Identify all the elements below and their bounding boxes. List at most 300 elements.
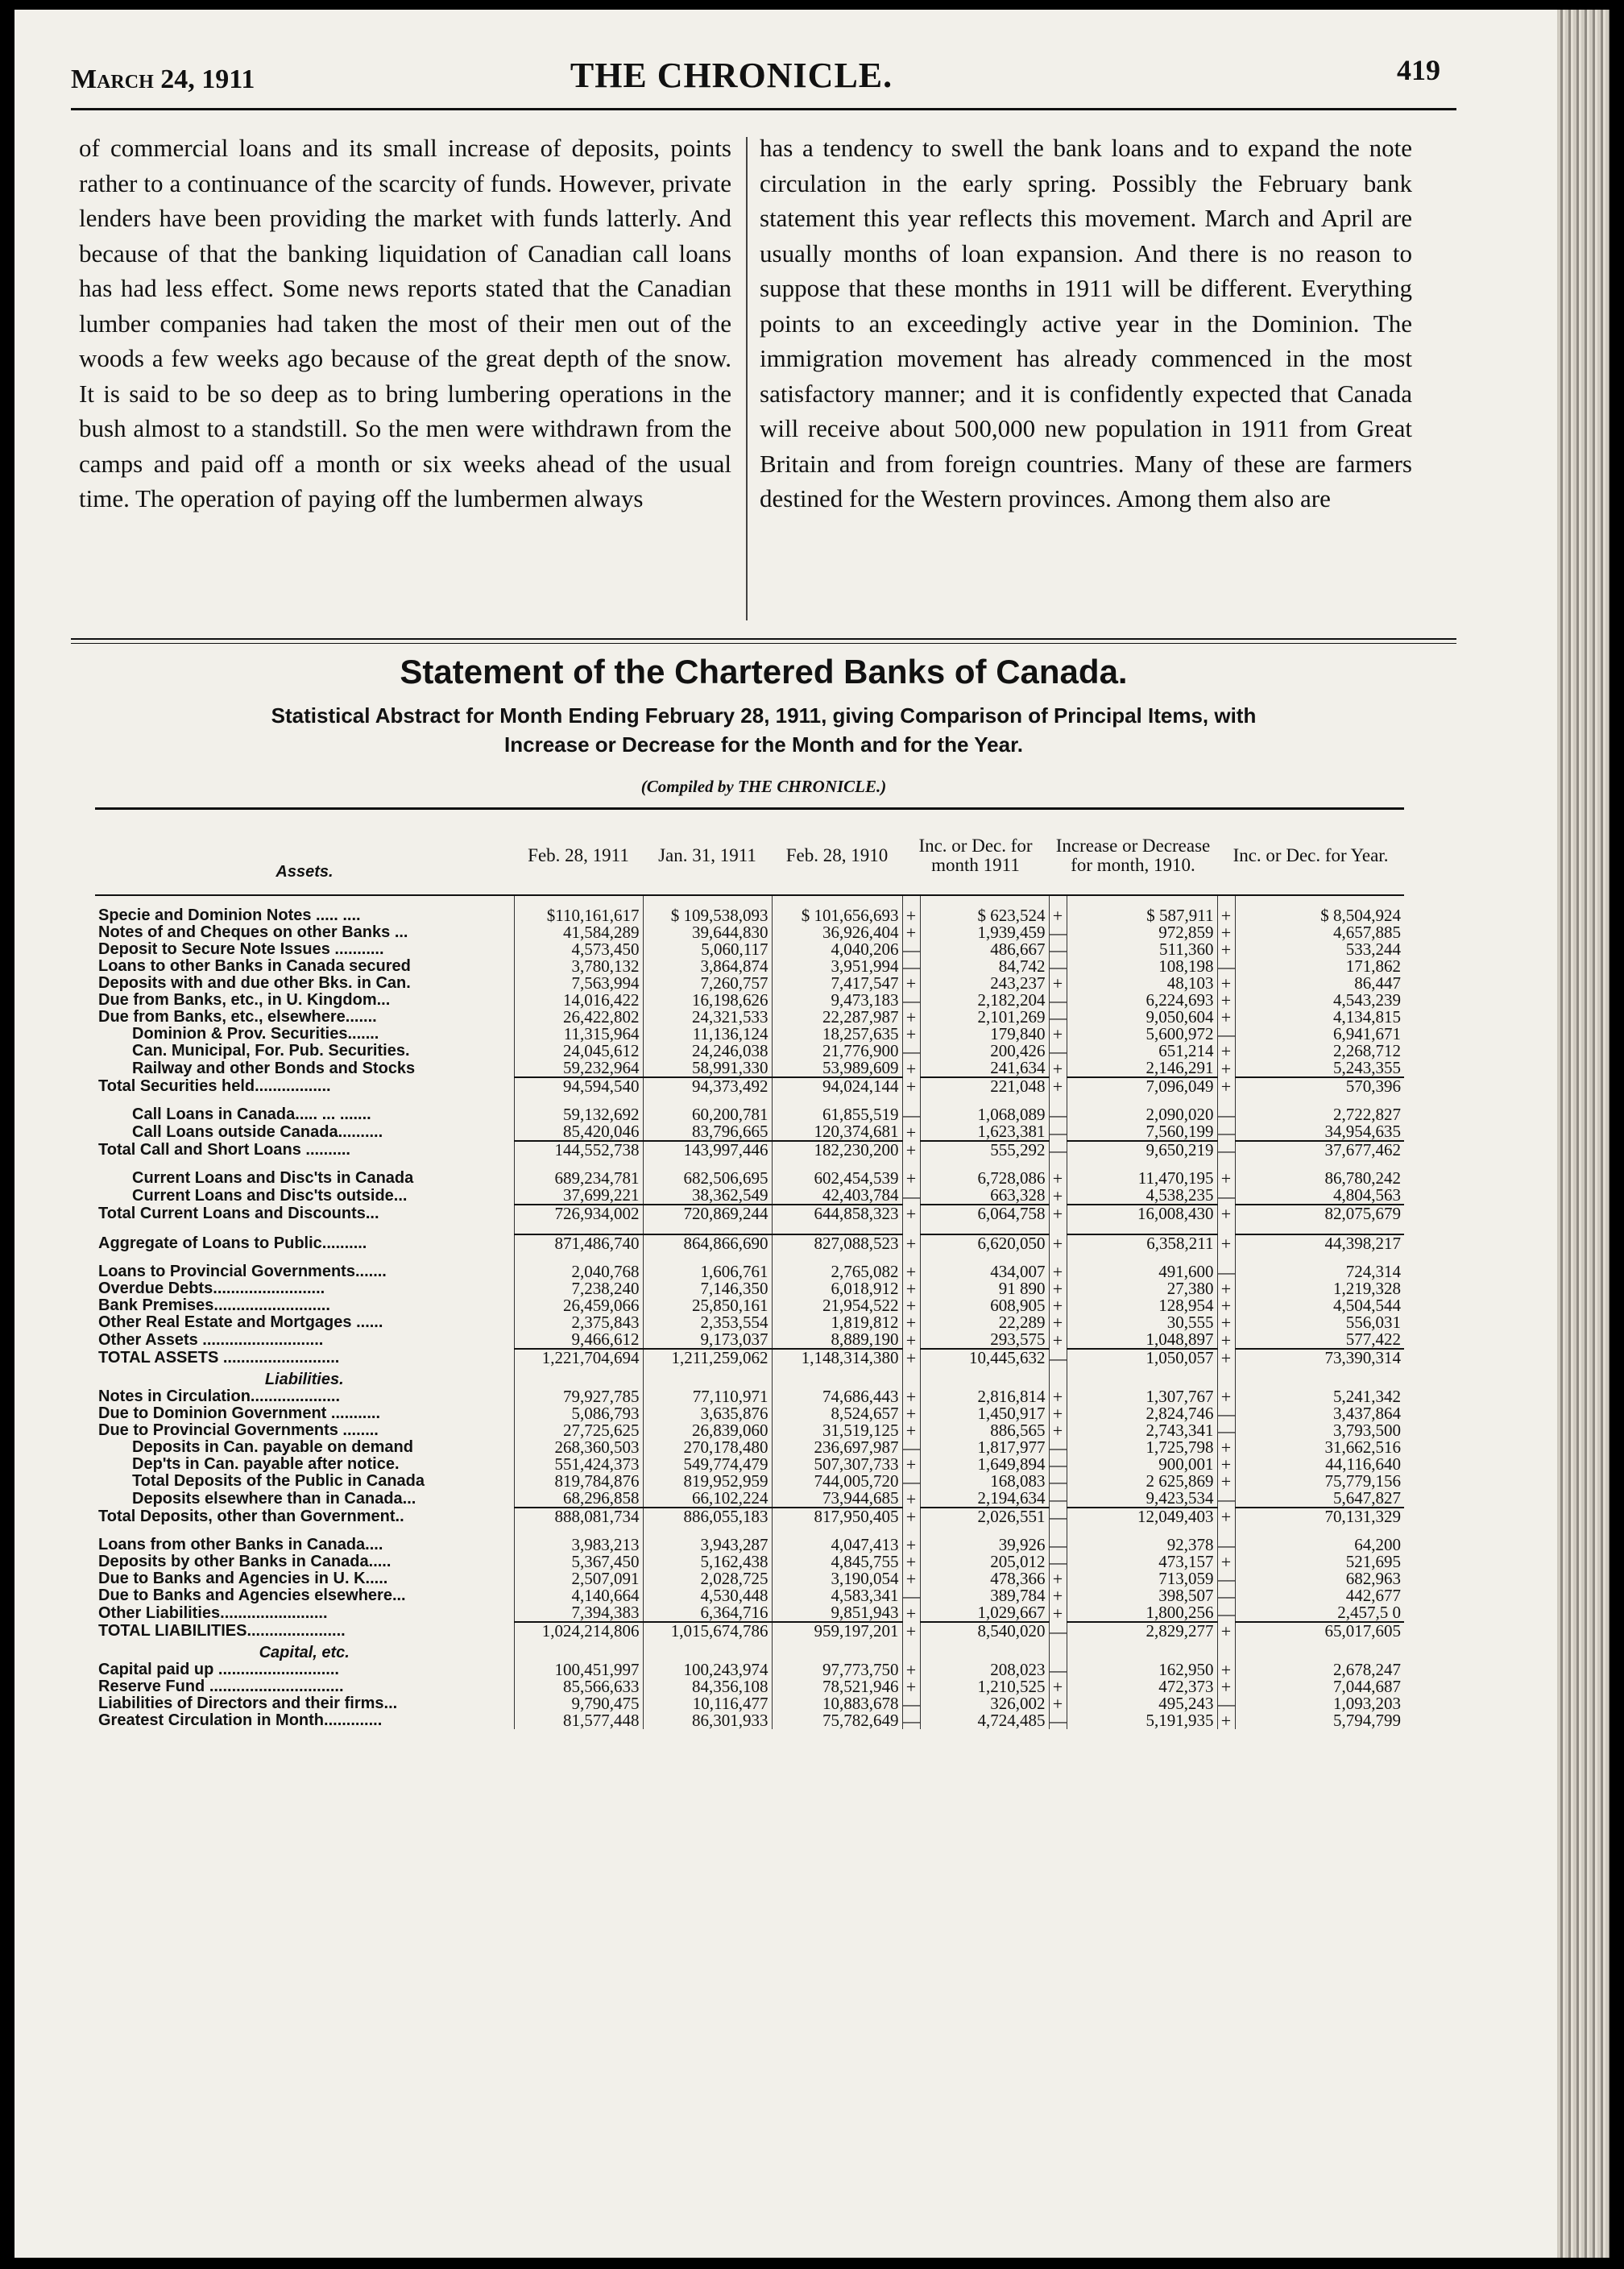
spacer-cell <box>1067 1159 1217 1170</box>
spacer-cell <box>772 895 902 907</box>
sign-year: + <box>1217 1678 1235 1695</box>
sign-month-1910: — <box>1049 1349 1067 1367</box>
spacer-cell <box>643 1095 772 1106</box>
value-feb1911: 144,552,738 <box>514 1141 643 1159</box>
value-inc-month-1911: 200,426 <box>920 1043 1049 1060</box>
value-inc-month-1911: 2,816,814 <box>920 1388 1049 1405</box>
spacer-cell <box>643 1525 772 1537</box>
empty-cell <box>1235 1367 1404 1388</box>
value-feb1911: 268,360,503 <box>514 1439 643 1456</box>
sign-month-1911: + <box>902 1263 920 1280</box>
value-feb1910: 6,018,912 <box>772 1280 902 1297</box>
value-inc-year: 556,031 <box>1235 1314 1404 1331</box>
sign-month-1910: — <box>1049 1106 1067 1123</box>
value-jan1911: 819,952,959 <box>643 1473 772 1490</box>
spacer-cell <box>95 1159 514 1170</box>
value-inc-year: 73,390,314 <box>1235 1349 1404 1367</box>
spacer-cell <box>1235 1095 1404 1106</box>
value-feb1910: 827,088,523 <box>772 1234 902 1252</box>
spacer-cell <box>95 1525 514 1537</box>
sign-year: — <box>1217 1570 1235 1587</box>
table-row <box>95 1712 1404 1729</box>
value-feb1910: 4,845,755 <box>772 1553 902 1570</box>
sign-month-1910: + <box>1049 1060 1067 1077</box>
row-label: Loans from other Banks in Canada.... <box>98 1537 383 1553</box>
sign-month-1911: — <box>902 1712 920 1729</box>
sign-month-1910: — <box>1049 1490 1067 1508</box>
col-header-inc-month-1910: Increase or Decrease for month, 1910. <box>1049 817 1217 895</box>
value-feb1910: 7,417,547 <box>772 975 902 992</box>
sign-month-1910: — <box>1049 1553 1067 1570</box>
table-row <box>95 1695 1404 1712</box>
value-inc-year: 86,447 <box>1235 975 1404 992</box>
statement-title: Statement of the Chartered Banks of Canada. <box>400 653 1128 691</box>
row-label: Liabilities of Directors and their firms... <box>98 1695 398 1712</box>
value-inc-month-1911: 1,029,667 <box>920 1604 1049 1622</box>
sign-year: — <box>1217 1587 1235 1604</box>
value-jan1911: 1,211,259,062 <box>643 1349 772 1367</box>
value-inc-month-1911: 886,565 <box>920 1422 1049 1439</box>
value-inc-month-1911: 39,926 <box>920 1537 1049 1553</box>
sign-month-1911: + <box>902 1077 920 1095</box>
value-jan1911: 24,246,038 <box>643 1043 772 1060</box>
spacer-cell <box>920 1095 1049 1106</box>
statement-subtitle-line1: Statistical Abstract for Month Ending February 28, 1911, giving Comparison of Principal Items, with <box>271 703 1257 728</box>
sign-month-1911: + <box>902 1388 920 1405</box>
spacer-cell <box>514 1095 643 1106</box>
value-inc-month-1910: 5,600,972 <box>1067 1026 1217 1043</box>
spacer-cell <box>920 1525 1049 1537</box>
sign-year: + <box>1217 1234 1235 1252</box>
sign-month-1910: — <box>1049 1043 1067 1060</box>
value-inc-month-1910: 511,360 <box>1067 941 1217 958</box>
value-inc-month-1910: 398,507 <box>1067 1587 1217 1604</box>
spacer-cell <box>643 1252 772 1263</box>
sign-month-1910: — <box>1049 1123 1067 1141</box>
empty-cell <box>1217 1640 1235 1661</box>
sign-month-1910: — <box>1049 1712 1067 1729</box>
spacer-cell <box>643 1159 772 1170</box>
row-label: Other Real Estate and Mortgages ...... <box>98 1314 383 1331</box>
row-label: Total Securities held................. <box>98 1077 331 1095</box>
value-jan1911: 549,774,479 <box>643 1456 772 1473</box>
value-jan1911: 3,943,287 <box>643 1537 772 1553</box>
value-jan1911: 5,162,438 <box>643 1553 772 1570</box>
value-inc-month-1910: 7,560,199 <box>1067 1123 1217 1141</box>
value-inc-month-1911: 2,026,551 <box>920 1508 1049 1525</box>
value-jan1911: 11,136,124 <box>643 1026 772 1043</box>
table-row <box>95 1009 1404 1026</box>
empty-cell <box>1067 1640 1217 1661</box>
row-label: Due from Banks, etc., elsewhere....... <box>98 1009 377 1026</box>
row-label: Specie and Dominion Notes ..... .... <box>98 907 361 924</box>
value-inc-month-1910: 2,090,020 <box>1067 1106 1217 1123</box>
value-inc-year: 4,504,544 <box>1235 1297 1404 1314</box>
value-jan1911: 84,356,108 <box>643 1678 772 1695</box>
value-inc-year: 5,794,799 <box>1235 1712 1404 1729</box>
empty-cell <box>920 1367 1049 1388</box>
spacer-cell <box>1067 1525 1217 1537</box>
table-row <box>95 975 1404 992</box>
empty-cell <box>1049 1640 1067 1661</box>
row-label: Notes of and Cheques on other Banks ... <box>98 924 408 941</box>
value-inc-month-1910: 472,373 <box>1067 1678 1217 1695</box>
sign-month-1910: — <box>1049 1141 1067 1159</box>
spacer-cell <box>95 1252 514 1263</box>
value-jan1911: 10,116,477 <box>643 1695 772 1712</box>
total-row <box>95 1077 1404 1095</box>
sign-month-1910: + <box>1049 1678 1067 1695</box>
spacer-cell <box>902 1525 920 1537</box>
spacer-cell <box>1067 1095 1217 1106</box>
value-feb1910: 4,583,341 <box>772 1587 902 1604</box>
value-feb1910: 61,855,519 <box>772 1106 902 1123</box>
row-label: Due to Banks and Agencies in U. K..... <box>98 1570 388 1587</box>
value-feb1910: 9,473,183 <box>772 992 902 1009</box>
row-label: TOTAL LIABILITIES...................... <box>98 1622 346 1640</box>
sign-month-1910: + <box>1049 1331 1067 1349</box>
value-inc-month-1911: 478,366 <box>920 1570 1049 1587</box>
spacer-cell <box>1067 895 1217 907</box>
sign-month-1910: + <box>1049 1234 1067 1252</box>
value-inc-month-1911: 2,182,204 <box>920 992 1049 1009</box>
row-label: Call Loans outside Canada.......... <box>132 1123 383 1141</box>
value-feb1911: 819,784,876 <box>514 1473 643 1490</box>
spacer-cell <box>772 1525 902 1537</box>
row-label: Capital paid up ........................... <box>98 1661 339 1678</box>
value-jan1911: 2,028,725 <box>643 1570 772 1587</box>
value-feb1911: 81,577,448 <box>514 1712 643 1729</box>
table-row <box>95 1553 1404 1570</box>
row-label: Other Assets ........................... <box>98 1331 324 1349</box>
value-inc-year: 2,268,712 <box>1235 1043 1404 1060</box>
header-title: THE CHRONICLE. <box>570 56 893 95</box>
value-feb1910: 42,403,784 <box>772 1187 902 1205</box>
sign-month-1911: + <box>902 1349 920 1367</box>
value-jan1911: 24,321,533 <box>643 1009 772 1026</box>
empty-cell <box>1049 1367 1067 1388</box>
value-inc-month-1910: 16,008,430 <box>1067 1205 1217 1222</box>
sign-year: — <box>1217 1537 1235 1553</box>
value-jan1911: 58,991,330 <box>643 1060 772 1077</box>
row-label: Reserve Fund .............................. <box>98 1678 344 1695</box>
table-row <box>95 1587 1404 1604</box>
value-inc-month-1910: 108,198 <box>1067 958 1217 975</box>
spacer-row <box>95 1159 1404 1170</box>
row-label: Current Loans and Disc'ts outside... <box>132 1187 408 1205</box>
spacer-cell <box>514 1525 643 1537</box>
right-column <box>760 131 1412 516</box>
table-row <box>95 1314 1404 1331</box>
value-jan1911: 86,301,933 <box>643 1712 772 1729</box>
value-inc-month-1910: 2,824,746 <box>1067 1405 1217 1422</box>
value-jan1911: 720,869,244 <box>643 1205 772 1222</box>
page <box>14 10 1557 2258</box>
col-header-feb1910: Feb. 28, 1910 <box>772 817 902 895</box>
spacer-cell <box>1235 1222 1404 1234</box>
value-inc-month-1911: 10,445,632 <box>920 1349 1049 1367</box>
table-row <box>95 1043 1404 1060</box>
table-row <box>95 1678 1404 1695</box>
value-inc-month-1910: 162,950 <box>1067 1661 1217 1678</box>
spacer-cell <box>1217 1095 1235 1106</box>
value-inc-month-1910: 48,103 <box>1067 975 1217 992</box>
sign-month-1910: — <box>1049 924 1067 941</box>
value-feb1911: 100,451,997 <box>514 1661 643 1678</box>
value-inc-month-1911: 434,007 <box>920 1263 1049 1280</box>
spacer-cell <box>1049 1252 1067 1263</box>
sign-month-1910: — <box>1049 1622 1067 1640</box>
value-inc-month-1910: 11,470,195 <box>1067 1170 1217 1187</box>
value-jan1911: 5,060,117 <box>643 941 772 958</box>
spacer-cell <box>1067 1222 1217 1234</box>
section-heading-row <box>95 1640 1404 1661</box>
sign-month-1911: — <box>902 1187 920 1205</box>
sign-year: + <box>1217 1297 1235 1314</box>
sign-month-1910: + <box>1049 1297 1067 1314</box>
row-label: Aggregate of Loans to Public.......... <box>98 1234 367 1252</box>
value-inc-year: 64,200 <box>1235 1537 1404 1553</box>
table-row <box>95 1297 1404 1314</box>
spacer-cell <box>1235 1159 1404 1170</box>
value-inc-year: 2,678,247 <box>1235 1661 1404 1678</box>
statement-table <box>95 817 1404 1729</box>
value-jan1911: 2,353,554 <box>643 1314 772 1331</box>
value-feb1910: 3,190,054 <box>772 1570 902 1587</box>
spacer-cell <box>643 895 772 907</box>
sign-year: + <box>1217 1280 1235 1297</box>
value-inc-month-1911: 4,724,485 <box>920 1712 1049 1729</box>
value-inc-month-1910: 128,954 <box>1067 1297 1217 1314</box>
value-inc-month-1910: 900,001 <box>1067 1456 1217 1473</box>
row-label: Deposits with and due other Bks. in Can. <box>98 975 411 992</box>
row-label: Railway and other Bonds and Stocks <box>132 1060 416 1077</box>
value-jan1911: 682,506,695 <box>643 1170 772 1187</box>
value-feb1910: 74,686,443 <box>772 1388 902 1405</box>
value-jan1911: 886,055,183 <box>643 1508 772 1525</box>
table-row <box>95 1422 1404 1439</box>
sign-month-1910: + <box>1049 1170 1067 1187</box>
row-label: Loans to Provincial Governments....... <box>98 1263 387 1280</box>
spacer-cell <box>902 1159 920 1170</box>
value-inc-month-1910: 12,049,403 <box>1067 1508 1217 1525</box>
value-feb1910: 644,858,323 <box>772 1205 902 1222</box>
row-label: Total Deposits, other than Government.. <box>98 1508 404 1525</box>
spacer-cell <box>1235 895 1404 907</box>
table-row <box>95 1026 1404 1043</box>
value-inc-month-1910: 2 625,869 <box>1067 1473 1217 1490</box>
sign-month-1911: + <box>902 1331 920 1349</box>
value-feb1910: 22,287,987 <box>772 1009 902 1026</box>
value-feb1911: 68,296,858 <box>514 1490 643 1508</box>
value-inc-month-1911: 389,784 <box>920 1587 1049 1604</box>
value-inc-year: 2,457,5 0 <box>1235 1604 1404 1622</box>
sign-year: + <box>1217 1314 1235 1331</box>
section-rule-top <box>71 638 1456 640</box>
spacer-cell <box>1049 895 1067 907</box>
value-feb1911: 2,507,091 <box>514 1570 643 1587</box>
table-row <box>95 1388 1404 1405</box>
sign-year: — <box>1217 958 1235 975</box>
sign-month-1911: + <box>902 1009 920 1026</box>
value-inc-month-1910: 1,050,057 <box>1067 1349 1217 1367</box>
sign-year: — <box>1217 1263 1235 1280</box>
row-label: Other Liabilities........................ <box>98 1604 328 1622</box>
value-feb1911: 5,367,450 <box>514 1553 643 1570</box>
header-date: March 24, 1911 <box>71 64 255 94</box>
value-inc-month-1910: 491,600 <box>1067 1263 1217 1280</box>
table-row <box>95 1473 1404 1490</box>
row-label: Due to Dominion Government ........... <box>98 1405 381 1422</box>
sign-year: — <box>1217 1187 1235 1205</box>
row-label: Notes in Circulation.................... <box>98 1388 341 1405</box>
table-row <box>95 1537 1404 1553</box>
table-row <box>95 1170 1404 1187</box>
total-row <box>95 1349 1404 1367</box>
row-label: Deposits elsewhere than in Canada... <box>132 1490 416 1508</box>
empty-cell <box>902 1367 920 1388</box>
article-columns <box>79 131 1448 646</box>
row-label: Overdue Debts......................... <box>98 1280 325 1297</box>
value-jan1911: 7,146,350 <box>643 1280 772 1297</box>
value-feb1910: 744,005,720 <box>772 1473 902 1490</box>
value-inc-month-1910: 1,048,897 <box>1067 1331 1217 1349</box>
value-inc-year: 7,044,687 <box>1235 1678 1404 1695</box>
table-row <box>95 1439 1404 1456</box>
value-inc-year: 521,695 <box>1235 1553 1404 1570</box>
sign-month-1911: — <box>902 958 920 975</box>
sign-month-1910: + <box>1049 1314 1067 1331</box>
spacer-cell <box>920 1222 1049 1234</box>
header-rule <box>71 108 1456 110</box>
spacer-row <box>95 1095 1404 1106</box>
sign-year: + <box>1217 1043 1235 1060</box>
sign-month-1911: — <box>902 1587 920 1604</box>
spacer-cell <box>1217 1252 1235 1263</box>
value-feb1911: 5,086,793 <box>514 1405 643 1422</box>
sign-year: + <box>1217 1170 1235 1187</box>
value-feb1911: $110,161,617 <box>514 907 643 924</box>
value-jan1911: 7,260,757 <box>643 975 772 992</box>
empty-cell <box>514 1367 643 1388</box>
value-jan1911: 38,362,549 <box>643 1187 772 1205</box>
table-header-row <box>95 817 1404 895</box>
sign-month-1911: + <box>902 1570 920 1587</box>
table-row <box>95 958 1404 975</box>
value-inc-month-1911: 168,083 <box>920 1473 1049 1490</box>
value-inc-year: 82,075,679 <box>1235 1205 1404 1222</box>
value-inc-year: 4,804,563 <box>1235 1187 1404 1205</box>
sign-year: — <box>1217 1405 1235 1422</box>
total-row <box>95 1622 1404 1640</box>
row-label: Total Deposits of the Public in Canada <box>132 1473 425 1490</box>
row-label: Due from Banks, etc., in U. Kingdom... <box>98 992 391 1009</box>
empty-cell <box>902 1640 920 1661</box>
value-inc-year: 1,219,328 <box>1235 1280 1404 1297</box>
sign-month-1910: + <box>1049 1026 1067 1043</box>
value-inc-year: 533,244 <box>1235 941 1404 958</box>
value-inc-year: 724,314 <box>1235 1263 1404 1280</box>
sign-month-1911: — <box>902 1106 920 1123</box>
value-feb1910: $ 101,656,693 <box>772 907 902 924</box>
row-label: Loans to other Banks in Canada secured <box>98 958 411 975</box>
value-inc-month-1910: 9,650,219 <box>1067 1141 1217 1159</box>
sign-month-1911: — <box>902 1439 920 1456</box>
col-header-assets: Assets. <box>95 817 514 895</box>
spacer-cell <box>920 1159 1049 1170</box>
value-inc-year: 4,134,815 <box>1235 1009 1404 1026</box>
value-jan1911: 6,364,716 <box>643 1604 772 1622</box>
sign-month-1911: + <box>902 1060 920 1077</box>
total-row <box>95 1141 1404 1159</box>
value-inc-month-1911: 1,450,917 <box>920 1405 1049 1422</box>
section-rule-bottom <box>71 643 1456 644</box>
value-jan1911: 66,102,224 <box>643 1490 772 1508</box>
sign-month-1911: + <box>902 1490 920 1508</box>
value-inc-month-1910: 495,243 <box>1067 1695 1217 1712</box>
section-heading-row <box>95 1367 1404 1388</box>
value-feb1910: 75,782,649 <box>772 1712 902 1729</box>
value-feb1911: 2,040,768 <box>514 1263 643 1280</box>
column-divider <box>746 137 748 620</box>
value-feb1911: 551,424,373 <box>514 1456 643 1473</box>
value-inc-year: 6,941,671 <box>1235 1026 1404 1043</box>
sign-month-1910: + <box>1049 1422 1067 1439</box>
sign-year: — <box>1217 1026 1235 1043</box>
sign-year: + <box>1217 975 1235 992</box>
value-inc-year: 3,793,500 <box>1235 1422 1404 1439</box>
value-feb1911: 85,420,046 <box>514 1123 643 1141</box>
sign-month-1911: — <box>902 992 920 1009</box>
spacer-cell <box>514 1159 643 1170</box>
sign-month-1911: + <box>902 975 920 992</box>
spacer-cell <box>1217 1525 1235 1537</box>
sign-month-1911: + <box>902 1234 920 1252</box>
sign-month-1910: + <box>1049 907 1067 924</box>
value-inc-month-1910: 5,191,935 <box>1067 1712 1217 1729</box>
value-inc-year: 1,093,203 <box>1235 1695 1404 1712</box>
value-inc-month-1911: 205,012 <box>920 1553 1049 1570</box>
sign-month-1911: — <box>902 941 920 958</box>
row-label: Due to Banks and Agencies elsewhere... <box>98 1587 406 1604</box>
table-row <box>95 1661 1404 1678</box>
spacer-cell <box>1235 1252 1404 1263</box>
value-feb1910: 817,950,405 <box>772 1508 902 1525</box>
sign-month-1910: + <box>1049 1695 1067 1712</box>
value-inc-year: 5,241,342 <box>1235 1388 1404 1405</box>
sign-month-1911: + <box>902 907 920 924</box>
value-inc-year: 31,662,516 <box>1235 1439 1404 1456</box>
page-header <box>71 50 1440 98</box>
value-inc-month-1910: 2,829,277 <box>1067 1622 1217 1640</box>
sign-month-1910: — <box>1049 1537 1067 1553</box>
total-row <box>95 1234 1404 1252</box>
left-column-text: of commercial loans and its small increase of deposits, points rather to a continuance of the scarcity of funds. However, private lenders have been providing the market with funds latterly. And because of that the banking liquidation of Canadian call loans has had less effect. Some news reports stated that the Canadian lumber companies had taken the most of their men out of the woods a few weeks ago because of the great depth of the snow. It is said to be so deep as to bring lumbering operations in the bush almost to a standstill. So the men were withdrawn from the camps and paid off a month or six weeks ahead of the usual time. The operation of paying off the lumbermen always <box>79 134 731 512</box>
sign-year: + <box>1217 1439 1235 1456</box>
value-inc-year: 44,116,640 <box>1235 1456 1404 1473</box>
value-feb1911: 3,780,132 <box>514 958 643 975</box>
value-feb1910: 2,765,082 <box>772 1263 902 1280</box>
value-jan1911: 4,530,448 <box>643 1587 772 1604</box>
value-inc-month-1911: 8,540,020 <box>920 1622 1049 1640</box>
sign-month-1910: + <box>1049 1405 1067 1422</box>
sign-month-1910: + <box>1049 1570 1067 1587</box>
value-feb1910: 3,951,994 <box>772 958 902 975</box>
total-row <box>95 1508 1404 1525</box>
value-jan1911: 60,200,781 <box>643 1106 772 1123</box>
table-row <box>95 1604 1404 1622</box>
value-inc-month-1911: 1,210,525 <box>920 1678 1049 1695</box>
